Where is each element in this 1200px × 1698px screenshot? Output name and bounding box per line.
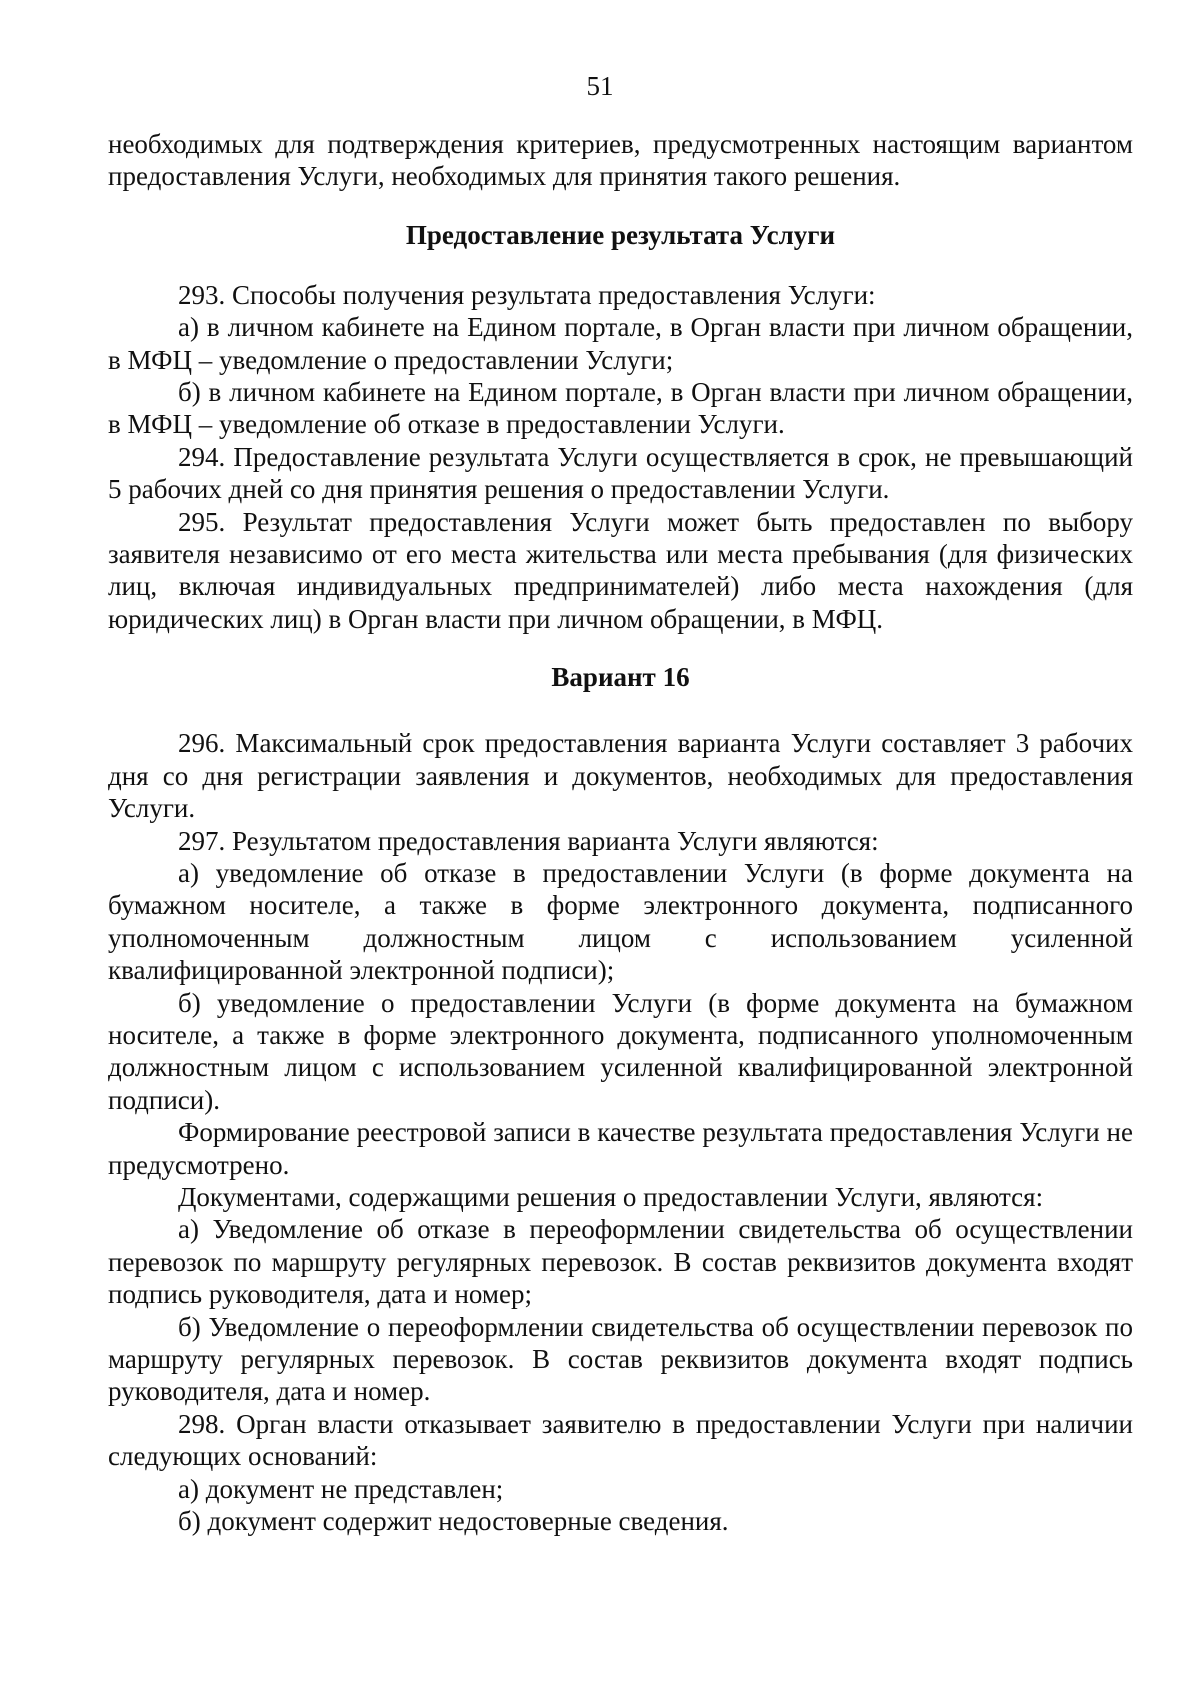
document-body bbox=[108, 128, 1133, 1537]
paragraph-decision-b: б) Уведомление о переоформлении свидетельства об осуществлении перевозок по маршруту регулярных перевозок. В состав реквизитов документа входят подпись руководителя, дата и номер. bbox=[108, 1311, 1133, 1407]
paragraph-298-b: б) документ содержит недостоверные сведения. bbox=[178, 1506, 729, 1537]
paragraph-293-b: б) в личном кабинете на Едином портале, в Орган власти при личном обращении, в МФЦ – уведомление об отказе в предоставлении Услуги. bbox=[108, 377, 1133, 440]
paragraph-297-a: а) уведомление об отказе в предоставлении Услуги (в форме документа на бумажном носителе, а также в форме электронного документа, подписанного уполномоченным должностным лицом с использованием усиленной квалифицированной электронной подписи); bbox=[108, 857, 1133, 986]
paragraph-decision-documents: Документами, содержащими решения о предоставлении Услуги, являются: bbox=[178, 1181, 1044, 1212]
paragraph-297: 297. Результатом предоставления варианта Услуги являются: bbox=[178, 825, 879, 856]
paragraph-293: 293. Способы получения результата предоставления Услуги: bbox=[178, 279, 876, 310]
paragraph-298-a: а) документ не представлен; bbox=[178, 1473, 504, 1504]
section-heading-result: Предоставление результата Услуги bbox=[405, 219, 836, 250]
paragraph-registry-note: Формирование реестровой записи в качестве результата предоставления Услуги не предусмотрено. bbox=[108, 1117, 1133, 1180]
paragraph-297-b: б) уведомление о предоставлении Услуги (в форме документа на бумажном носителе, а также в форме электронного документа, подписанного уполномоченным должностным лицом с использованием усиленной квалифицированной электронной подписи). bbox=[108, 987, 1133, 1115]
paragraph-decision-a: а) Уведомление об отказе в переоформлении свидетельства об осуществлении перевозок по маршруту регулярных перевозок. В состав реквизитов документа входят подпись руководителя, дата и номер; bbox=[108, 1214, 1133, 1310]
page-number: 51 bbox=[586, 71, 614, 101]
section-heading-variant: Вариант 16 bbox=[551, 662, 690, 693]
paragraph-298: 298. Орган власти отказывает заявителю в предоставлении Услуги при наличии следующих оснований: bbox=[108, 1408, 1133, 1472]
paragraph-296: 296. Максимальный срок предоставления варианта Услуги составляет 3 рабочих дня со дня регистрации заявления и документов, необходимых для предоставления Услуги. bbox=[108, 728, 1133, 824]
paragraph-294: 294. Предоставление результата Услуги осуществляется в срок, не превышающий 5 рабочих дней со дня принятия решения о предоставлении Услуги. bbox=[108, 441, 1133, 505]
paragraph-295: 295. Результат предоставления Услуги может быть предоставлен по выбору заявителя независимо от его места жительства или места пребывания (для физических лиц, включая индивидуальных предпринимателей) либо места нахождения (для юридических лиц) в Орган власти при личном обращении, в МФЦ. bbox=[108, 506, 1133, 634]
paragraph-continuation: необходимых для подтверждения критериев, предусмотренных настоящим вариантом предоставления Услуги, необходимых для принятия такого решения. bbox=[108, 129, 1133, 192]
paragraph-293-a: а) в личном кабинете на Едином портале, в Орган власти при личном обращении, в МФЦ – уведомление о предоставлении Услуги; bbox=[108, 312, 1133, 375]
